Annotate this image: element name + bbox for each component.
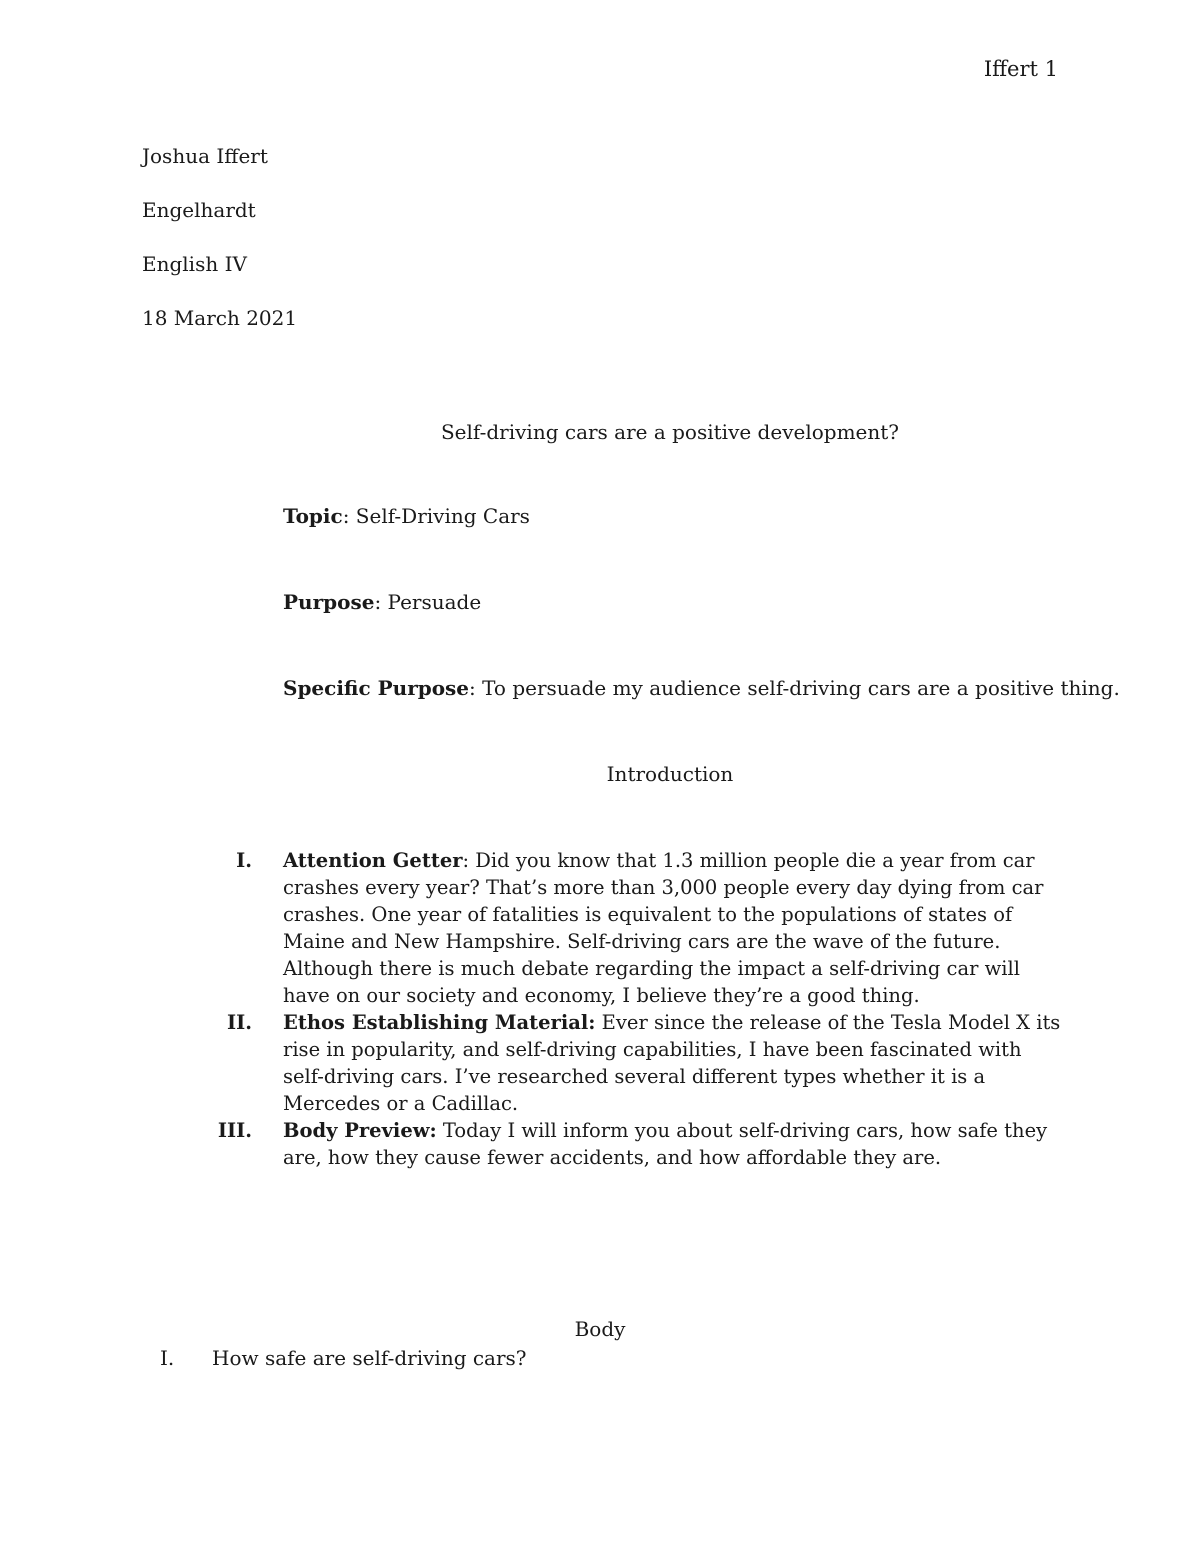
body-outline-numeral: I.	[160, 1346, 175, 1370]
body-outline-item	[160, 1345, 527, 1372]
body-heading: Body	[574, 1317, 626, 1341]
outline-item-attention-getter	[200, 847, 1070, 1009]
instructor-name: Engelhardt	[142, 198, 256, 222]
purpose-value: : Persuade	[374, 590, 482, 614]
outline-item-body: Today I will inform you about self-driving cars, how safe they are, how they cause fewer accidents, and how affordable they are.	[283, 1119, 1048, 1169]
purpose-label: Purpose	[283, 590, 375, 614]
outline-item-body: : Did you know that 1.3 million people die a year from car crashes every year? That’s more than 3,000 people every day dying from car crashes. One year of fatalities is equivalent to the populations of states of Maine and New Hampshire. Self-driving cars are the wave of the future. Although there is much debate regarding the impact a self-driving car will have on our society and economy, I believe they’re a good thing.	[283, 849, 1044, 1007]
document-date: 18 March 2021	[142, 306, 298, 330]
outline-numeral: II.	[226, 1011, 252, 1034]
introduction-heading: Introduction	[606, 762, 734, 786]
document-title: Self-driving cars are a positive development?	[440, 420, 900, 444]
topic-line	[283, 503, 530, 530]
purpose-line	[283, 589, 481, 616]
specific-purpose-line	[283, 675, 1120, 702]
outline-item-body: Ever since the release of the Tesla Model X its rise in popularity, and self-driving capabilities, I have been fascinated with self-driving cars. I’ve researched several different types whether it is a Mercedes or a Cadillac.	[283, 1011, 1061, 1115]
introduction-outline	[200, 847, 1070, 1171]
outline-numeral: III.	[217, 1119, 252, 1142]
specific-purpose-value: : To persuade my audience self-driving cars are a positive thing.	[469, 676, 1120, 700]
outline-item-text	[283, 1117, 1063, 1171]
outline-item-text	[283, 847, 1063, 1009]
course-name: English IV	[142, 252, 247, 276]
outline-item-text	[283, 1009, 1063, 1117]
body-outline-text: How safe are self-driving cars?	[212, 1346, 527, 1370]
outline-item-body-preview	[200, 1117, 1070, 1171]
outline-numeral: I.	[236, 849, 252, 872]
author-name: Joshua Iffert	[142, 144, 268, 168]
topic-value: : Self-Driving Cars	[342, 504, 530, 528]
outline-item-label: Attention Getter	[283, 849, 463, 872]
outline-item-label: Ethos Establishing Material:	[283, 1011, 596, 1034]
topic-label: Topic	[283, 504, 343, 528]
specific-purpose-label: Specific Purpose	[283, 676, 470, 700]
page-header-number: Iffert 1	[983, 57, 1058, 81]
outline-item-label: Body Preview:	[283, 1119, 437, 1142]
outline-item-ethos	[200, 1009, 1070, 1117]
